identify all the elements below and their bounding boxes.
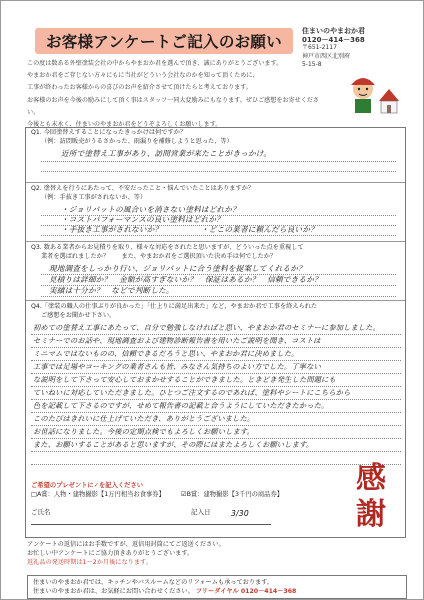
answer-line xyxy=(41,225,396,226)
q4-answer-7[interactable]: 色を記載して下さるのですが、せめて報告書の記載と合うようにしていただきたかった。 xyxy=(33,401,329,410)
q3-answer-3[interactable]: 実績は十分か？ などで判断した。 xyxy=(49,286,174,295)
q2-answer-4[interactable]: ・どこの業者に頼んだら良いか？ xyxy=(201,225,318,234)
answer-line xyxy=(31,438,401,439)
company-address-2: 5-15-8 xyxy=(302,61,322,68)
intro-line: 今後とも末永く、住まいのやまおか君をどうぞよろしくお願いします。 xyxy=(27,121,222,129)
q2-question: Q2. 塗替えを行うにあたって、不安だったこと・悩んでいたことはありますか？ xyxy=(31,185,254,192)
q2-example: （例：手抜き工事がされないか、等） xyxy=(41,194,147,201)
company-name: 住まいのやまおか君 xyxy=(302,27,365,35)
q3-answer-2[interactable]: 見積りは詳細か？ 金額が高すぎないか？ 保証はあるか？ 信頼できるか？ xyxy=(49,275,322,284)
answer-line xyxy=(31,386,401,387)
date-label: 記入日 xyxy=(191,508,211,516)
company-postal: 〒651-2117 xyxy=(302,44,337,51)
footer-line: 住まいのやまおか君は、お気軽にお問い合わせください。 xyxy=(33,588,194,595)
closing-note: お忙しい中アンケートにご協力頂きありがとうございます。 xyxy=(27,549,194,557)
q1-question: Q1. 今回塗替えすることになったきっかけは何ですか？ xyxy=(31,129,187,136)
closing-notes xyxy=(27,541,317,567)
company-address-1: 神戸市西区北別府 xyxy=(302,52,351,60)
answer-line xyxy=(31,412,401,413)
answer-line xyxy=(41,215,396,216)
q1-example: （例：訪問販売がうるさかった、雨漏りを補修しようと思った、等） xyxy=(41,138,233,145)
q2-answer-2[interactable]: ・コストパフォーマンスの良い塗料はどれか？ xyxy=(61,215,224,224)
answer-line xyxy=(31,334,401,335)
answer-line xyxy=(31,360,401,361)
intro-line: やまおか君をご存じない方々にもに当社がどういう会社なのかを知って頂くために、 xyxy=(27,72,259,80)
section-divider xyxy=(26,300,405,301)
answer-line xyxy=(41,235,396,236)
q4-answer-8[interactable]: このたびはきれいに仕上げていただき、ありがとうございました。 xyxy=(33,414,255,423)
footer-phone[interactable]: フリーダイヤル 0120－414－368 xyxy=(195,588,297,595)
intro-line: 工事が終わったお客様からの喜びのお声を紹介させて頂けたらと考えております。 xyxy=(27,84,252,92)
q3-question: Q3. 数ある業者からお見積りを取り、様々な対応をされたと思いますが、どういった点を重視して xyxy=(31,244,304,251)
footer-box xyxy=(27,575,407,599)
answer-line xyxy=(41,296,396,297)
footer-line: 住まいのやまおか君では、キッチンやバスルームなどのリフォームも承っております。 xyxy=(33,579,274,586)
date-value[interactable]: 3/30 xyxy=(231,509,249,518)
present-selection xyxy=(31,481,283,499)
q4-question: Q4.「塗装の職人の仕事ぶりが良かった」「仕上りに満足出来た」など、やまおか君で工事を終えられた xyxy=(31,303,318,310)
name-field[interactable] xyxy=(31,507,271,525)
q4-answer-9[interactable]: お世話になりました。今後の定期点検でもよろしくお願いします。 xyxy=(33,427,255,436)
intro-line: この度は数ある外壁塗装会社の中からやまおか君を選んで頂き、誠にありがとうございます。 xyxy=(27,60,283,67)
q3-question-cont: 業者を選ばれましたか？ また、やまおか君をご選択頂いた決め手は何でしたか？ xyxy=(41,253,277,260)
q4-answer-4[interactable]: 工事では足場やコーキングの業者さんも皆、みなさん気持ちのよい方でした。丁寧ない xyxy=(33,362,321,371)
q2-answer-1[interactable]: ・ジョリパットの風合いを消さない塗料はどれか？ xyxy=(61,205,240,214)
q4-answer-10[interactable]: また、お願いすることがあると思いますが、その際にはまたよろしくお願いします。 xyxy=(33,440,314,449)
q4-answer-1[interactable]: 初めての塗替え工事にあたって、自分で勉強しなければと思い、やまおか君のセミナーに参加しました。 xyxy=(33,323,381,332)
survey-title-banner xyxy=(35,28,293,54)
kansha-calligraphy: 感謝 xyxy=(356,461,386,532)
answer-line xyxy=(31,425,401,426)
answer-line xyxy=(31,399,401,400)
intro-line: お客様のお声を今後の励みにして頂く事はスタッフ一同大変励みにもなります。ぜひご感想をお寄せください。 xyxy=(27,96,320,116)
q2-answer-3[interactable]: ・手抜き工事がされないか？ xyxy=(61,225,163,234)
answer-line xyxy=(31,373,401,374)
q3-answer-1[interactable]: 現地調査をしっかり行い、ジョリパットに合う塗料を提案してくれるか？ xyxy=(49,264,306,273)
answer-line xyxy=(41,285,396,286)
q4-question-cont: ご感想をお聞かせ下さい。 xyxy=(41,312,116,319)
mascot-logo xyxy=(341,71,403,119)
present-option-b[interactable]: ☑B賞：建物撮影【3千円の商品券】 xyxy=(180,491,284,498)
name-label: ご氏名 xyxy=(31,508,51,516)
answer-line xyxy=(31,347,401,348)
answer-line xyxy=(31,451,401,452)
intro-text xyxy=(27,58,327,131)
present-heading: ご希望のプレゼントに✓を記入ください xyxy=(31,482,144,489)
closing-note: 返礼品の発送時期は1～2か月後になります。 xyxy=(27,558,152,566)
section-divider xyxy=(26,241,405,242)
q4-answer-6[interactable]: ていねいに対応していただきました。ひとつご注文するのであれば、塗料やシートにこちらから xyxy=(33,388,351,397)
q1-answer[interactable]: 近所で塗替え工事があり、訪問営業が来たことがきっかけ。 xyxy=(61,149,272,158)
q4-answer-2[interactable]: セミナーでのお話や、現地調査および建物診断報告書を用いたご説明を聞き、コストは xyxy=(33,336,321,345)
company-phone: 0120－414－368 xyxy=(302,35,365,44)
answer-line xyxy=(41,171,396,172)
answer-line xyxy=(41,274,396,275)
answer-line xyxy=(41,161,396,162)
q4-answer-3[interactable]: ミニマムではないものの、信頼できるだろうと思い、やまおか君に決めました。 xyxy=(33,349,299,358)
q4-answer-5[interactable]: な説明をして下さって安心しておまかせすることができました。ときどき発生した問題にも xyxy=(33,375,336,384)
present-option-a[interactable]: □A賞：人物・建物撮影【1万円相当お食事券】 xyxy=(31,491,165,498)
section-divider xyxy=(26,182,405,183)
closing-note: アンケートの返信にはお手数ですが、返信用封筒にてご返送ください。 xyxy=(27,541,225,548)
survey-title: お客様アンケートご記入のお願い xyxy=(45,33,283,51)
